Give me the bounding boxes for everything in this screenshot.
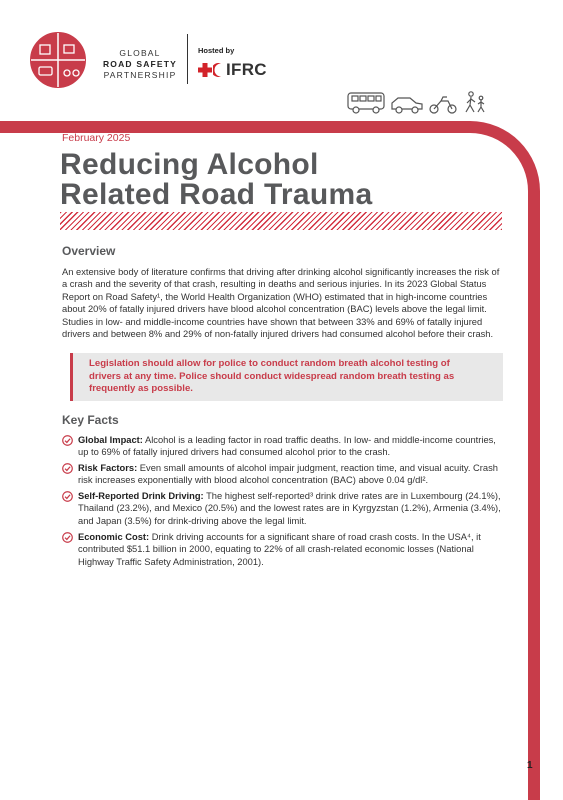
fact-item (62, 490, 502, 527)
motorcycle-icon (430, 97, 456, 113)
vehicle-icons (346, 88, 496, 116)
fact-item (62, 531, 502, 568)
checkmark-circle-icon (62, 463, 73, 474)
overview-paragraph: An extensive body of literature confirms that driving after drinking alcohol significantly increases the risk of a crash and the severity of that crash, resulting in deaths and serious injuries. In its 2023 Global Status Report on Road Safety¹, the World Health Organization (WHO) estimated that in high-income countries about 20% of fatally injured drivers have blood alcohol concentration (BAC) levels above the legal limit. Studies in low- and middle-income countries have shown that between 33% and 69% of fatally injured drivers and between 8% and 29% of non-fatally injured drivers had consumed alcohol before their crash. (62, 267, 500, 340)
checkmark-circle-icon (62, 435, 73, 446)
overview-heading: Overview (62, 244, 116, 258)
org-name-line3: PARTNERSHIP (103, 70, 177, 80)
fact-text: Alcohol is a leading factor in road traffic deaths. In low- and middle-income countries, up to 69% of fatally injured drivers had consumed alcohol prior to the crash. (78, 435, 496, 458)
fact-text: Even small amounts of alcohol impair judgment, reaction time, and visual acuity. Crash risk increases exponentially with blood alcohol concentration (BAC) above 0.04 g/dl². (78, 463, 498, 486)
checkmark-circle-icon (62, 491, 73, 502)
red-crescent-icon (213, 62, 223, 78)
org-name-line1: GLOBAL (119, 48, 161, 58)
fact-title: Self-Reported Drink Driving: (78, 491, 204, 501)
ifrc-logo (197, 60, 267, 80)
fact-title: Risk Factors: (78, 463, 138, 473)
page-title-line2: Related Road Trauma (60, 178, 373, 211)
title-hatch-divider (60, 212, 502, 230)
callout-text: Legislation should allow for police to conduct random breath alcohol testing of drivers at any time. Police should conduct widespread random breath testing as frequently as possible. (89, 358, 455, 395)
org-name-line2: ROAD SAFETY (102, 59, 178, 69)
hosted-by-label: Hosted by (198, 46, 235, 55)
page-number: 1 (527, 760, 533, 771)
fact-text: The highest self-reported³ drink drive rates are in Luxembourg (24.1%), Thailand (23.2%), and Mexico (20.5%) and the lowest rates are in Kyrgyzstan (1.2%), Armenia (3.4%), and Japan (3.5%) for drink-driving above the legal limit. (78, 491, 501, 526)
fact-item (62, 434, 502, 459)
fact-item (62, 462, 502, 487)
pedestrian-icon (466, 92, 484, 112)
key-facts-heading: Key Facts (62, 413, 119, 427)
header-divider (187, 34, 188, 84)
page-title (60, 150, 372, 210)
grsp-logo (30, 32, 86, 88)
checkmark-circle-icon (62, 532, 73, 543)
page-title-line1: Reducing Alcohol (60, 148, 319, 181)
callout-box (70, 353, 503, 401)
red-cross-icon (197, 62, 213, 78)
fact-title: Global Impact: (78, 435, 143, 445)
car-icon (392, 98, 422, 113)
fact-text: Drink driving accounts for a significant share of road crash costs. In the USA⁴, it contributed $51.1 billion in 2000, equating to 22% of all crash-related economic losses (National Highway Traffic Safety Administration, 2001). (78, 532, 481, 567)
bus-icon (348, 93, 384, 113)
org-name (100, 48, 180, 81)
publication-date: February 2025 (62, 132, 131, 144)
fact-title: Economic Cost: (78, 532, 150, 542)
ifrc-name: IFRC (226, 60, 267, 79)
